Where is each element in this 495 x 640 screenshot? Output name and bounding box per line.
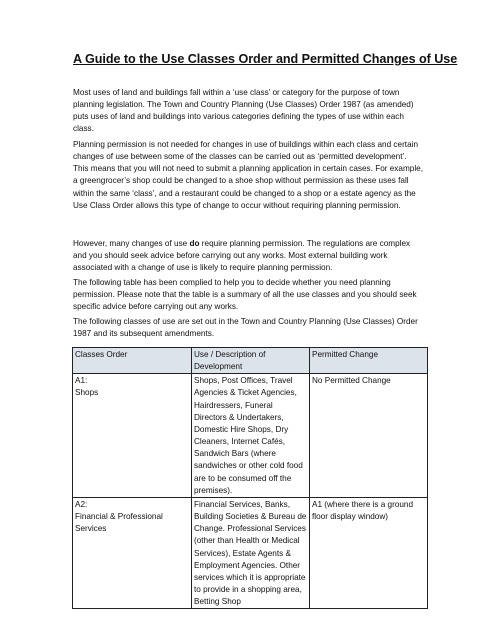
table-header-row	[73, 348, 428, 374]
header-classes-order: Classes Order	[73, 348, 192, 374]
classes-intro-paragraph: The following classes of use are set out in the Town and Country Planning (Use Classes) Order 1987 and its subsequent amendments.	[73, 317, 418, 339]
class-cell	[73, 374, 192, 498]
permitted-development-paragraph: Planning permission is not needed for changes in use of buildings within each class and certain changes of use between some of the classes can be carried out as ‘permitted development’. This means that you will not need to submit a planning application in certain cases. For example, a greengrocer’s shop could be changed to a shoe shop without permission as these uses fall within the same ‘class’, and a restaurant could be changed to a shop or a estate agency as the Use Class Order allows this type of change to occur without requiring planning permission.	[73, 140, 423, 210]
planning-permission-paragraph	[73, 238, 423, 274]
permitted-change-cell: No Permitted Change	[310, 374, 428, 498]
planning-permission-text-after: require planning permission. The regulations are complex and you should seek advice before carrying out any works. Most external building work associated with a change of use is likely to require planning permission.	[73, 239, 411, 273]
planning-permission-emphasis: do	[189, 239, 200, 248]
class-code: A1:	[75, 376, 88, 386]
class-name: Shops	[75, 388, 99, 398]
description-cell: Financial Services, Banks, Building Societies & Bureau de Change. Professional Services (other than Health or Medical Services), Estate Agents & Employment Agencies. Other services which it is appropriate to provide in a shopping area, Betting Shop	[192, 497, 310, 608]
planning-permission-text-before: However, many changes of use	[73, 239, 190, 248]
table-row	[73, 497, 428, 608]
description-cell: Shops, Post Offices, Travel Agencies & Ticket Agencies, Hairdressers, Funeral Directors & Undertakers, Domestic Hire Shops, Dry Cleaners, Internet Cafés, Sandwich Bars (where sandwiches or other cold food are to be consumed off the premises).	[192, 374, 310, 498]
table-row	[73, 374, 428, 498]
document-title: A Guide to the Use Classes Order and Permitted Changes of Use	[73, 52, 458, 66]
header-permitted-change: Permitted Change	[310, 348, 428, 374]
use-classes-table	[72, 347, 428, 609]
header-use-description: Use / Description of Development	[192, 348, 310, 374]
class-code: A2:	[75, 499, 88, 509]
class-name: Financial & Professional Services	[75, 512, 163, 534]
table-explanation-paragraph: The following table has been complied to help you to decide whether you need planning permission. Please note that the table is a summary of all the use classes and you should seek specific advice before carrying out any works.	[73, 278, 417, 312]
permitted-change-cell: A1 (where there is a ground floor display window)	[310, 497, 428, 608]
class-cell	[73, 497, 192, 608]
intro-paragraph: Most uses of land and buildings fall within a ‘use class’ or category for the purpose of town planning legislation. The Town and Country Planning (Use Classes) Order 1987 (as amended) puts uses of land and buildings into various categories defining the types of use within each class.	[73, 88, 414, 134]
